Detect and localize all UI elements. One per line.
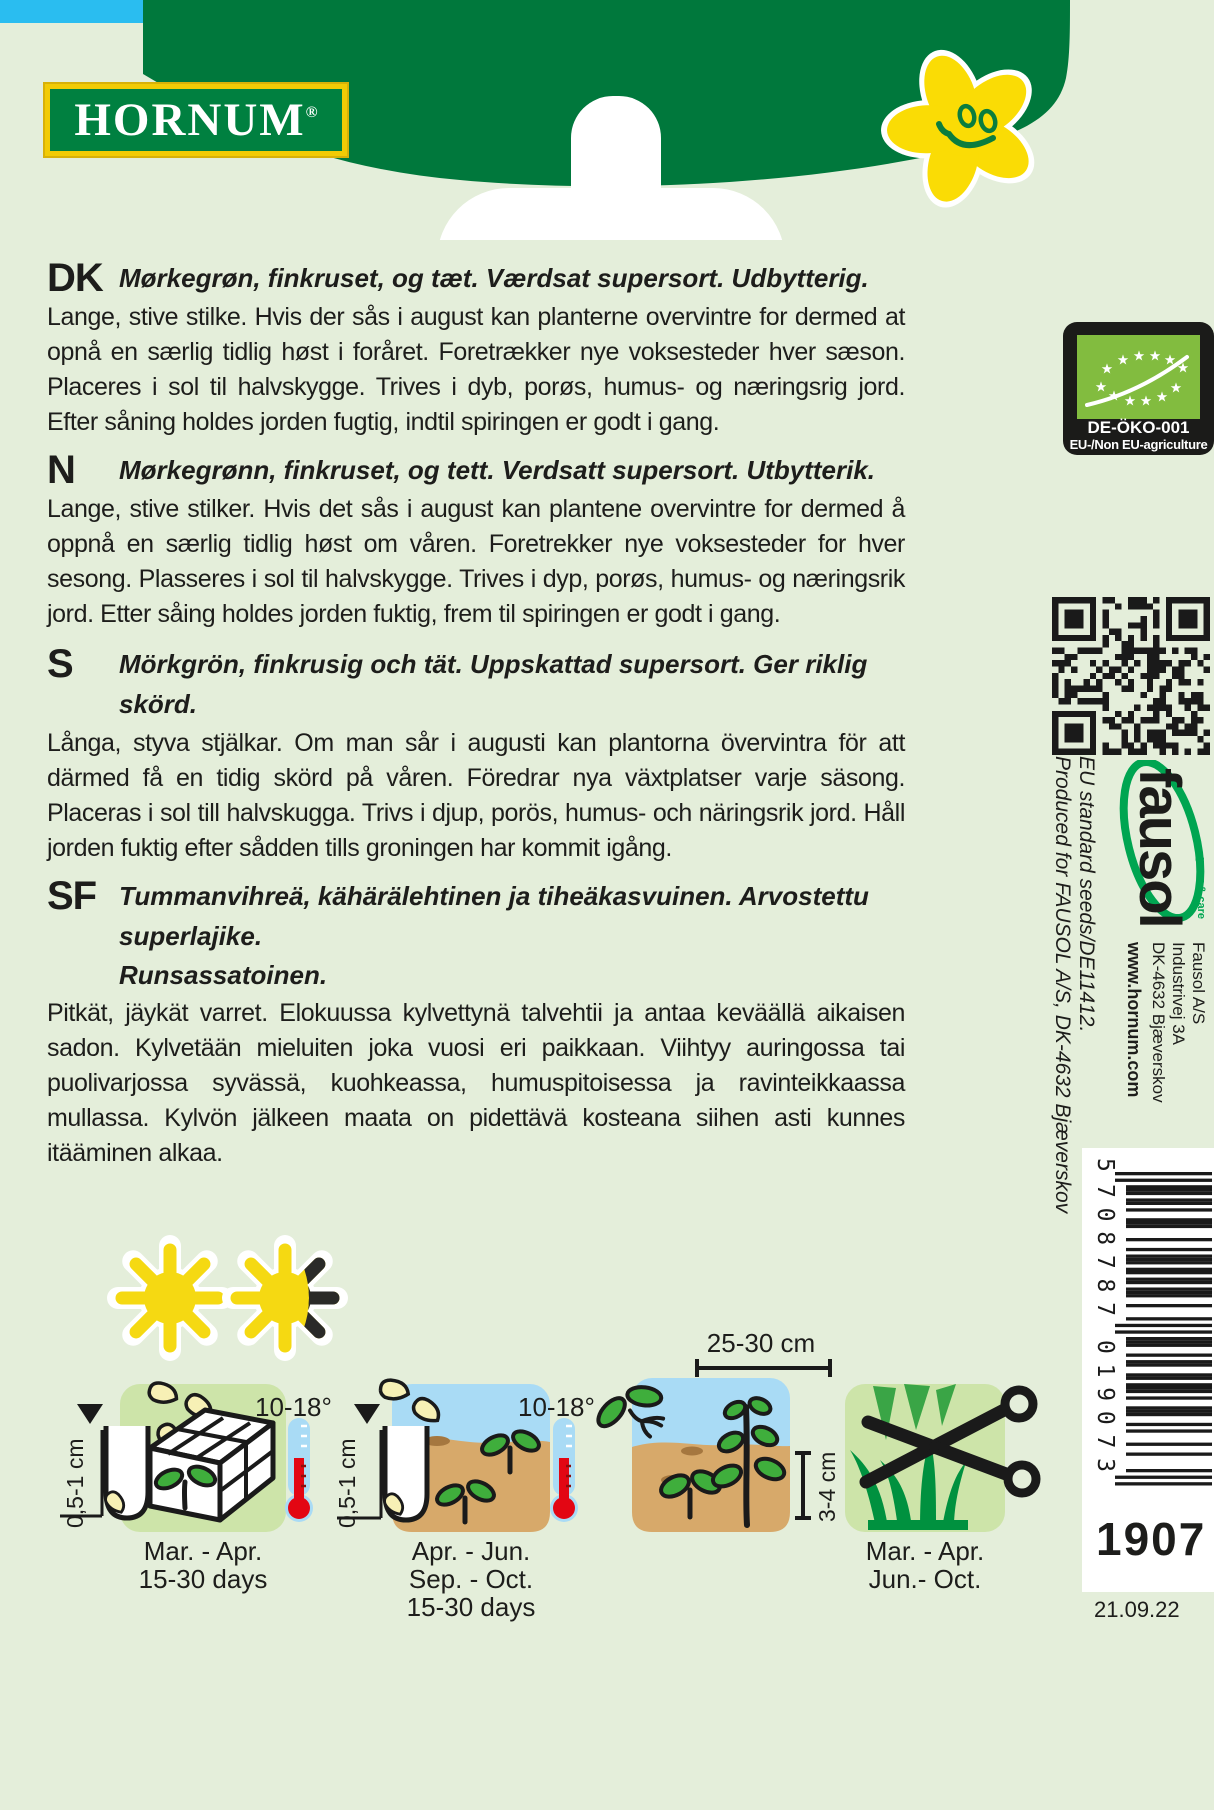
eu-seeds-line1: EU standard seeds/DE11412. <box>1075 756 1098 1033</box>
seed-tube-icon <box>103 1426 148 1518</box>
lang-code-sf: SF <box>47 874 97 918</box>
print-date: 21.09.22 <box>1094 1597 1180 1622</box>
heading-n: Mørkegrønn, finkruset, og tett. Verdsatt supersort. Utbytterik. <box>119 455 876 485</box>
address-line: Industrivej 3A <box>1169 942 1188 1045</box>
thermometer-icon <box>550 1418 578 1522</box>
barcode-digit-group1: 708787 <box>1092 1184 1118 1316</box>
fausol-logo-text: fausol <box>1127 768 1192 927</box>
panel4-dates <box>843 1537 1007 1593</box>
barcode-digit-group2: 019073 <box>1092 1340 1118 1472</box>
lang-code-s: S <box>47 642 73 686</box>
temp-label: 10-18° <box>255 1392 332 1422</box>
heading-sf-line2: Runsassatoinen. <box>119 960 328 990</box>
panel-harvest <box>838 1378 1068 1538</box>
depth-arrow-icon <box>77 1404 103 1424</box>
heading-sf: Tummanvihreä, kähärälehtinen ja tiheäkasvuinen. Arvostettu superlajike. <box>119 881 869 951</box>
body-n: Lange, stive stilker. Hvis det sås i august kan plantene overvintre for dermed å oppnå en særlig tidlig høst om våren. Foretrekker nye voksesteder for hver sesong. Plasseres i sol til halvskygge. Trives i dyp, porøs, humus- og næringsrik jord. Etter såing holdes jorden fuktig, frem til spiringen er godt i gang. <box>47 495 905 628</box>
lang-code-dk: DK <box>47 256 103 300</box>
date-range: Mar. - Apr. <box>865 1536 985 1566</box>
address-line: Fausol A/S <box>1189 942 1208 1025</box>
sun-exposure-icons <box>105 1233 355 1363</box>
depth-arrow-icon <box>354 1404 380 1424</box>
soil-spot <box>681 1447 703 1456</box>
seed-tube-icon <box>382 1426 427 1520</box>
sow-depth-label: 0,5-1 cm <box>62 1438 88 1528</box>
eu-seeds-line2: Produced for FAUSOL A/S, DK-4632 Bjæverskov <box>1051 756 1074 1214</box>
eu-organic-leaf-icon <box>1077 335 1200 419</box>
panel1-dates <box>118 1537 288 1593</box>
germination-days: 15-30 days <box>406 1592 536 1622</box>
barcode-rotated <box>1090 1158 1212 1494</box>
date-range: Mar. - Apr. <box>143 1536 263 1566</box>
full-sun-icon <box>118 1246 222 1350</box>
fausol-block <box>1106 760 1214 1150</box>
section-n <box>47 450 905 632</box>
heading-s: Mörkgrön, finkrusig och tät. Uppskattad supersort. Ger riklig skörd. <box>119 649 868 719</box>
date-range: Jun.- Oct. <box>868 1564 982 1594</box>
fausol-tagline: grow & care <box>1195 856 1207 919</box>
spacing-measure <box>697 1359 830 1377</box>
barcode-digit-lead: 5 <box>1092 1158 1118 1172</box>
temp-label: 10-18° <box>518 1392 595 1422</box>
description-column <box>47 258 905 1181</box>
section-dk <box>47 258 905 440</box>
ean-barcode <box>1090 1158 1212 1494</box>
date-range: Apr. - Jun. <box>411 1536 531 1566</box>
half-shade-icon <box>233 1246 337 1350</box>
date-range: Sep. - Oct. <box>408 1564 534 1594</box>
brand-name: HORNUM® <box>74 93 318 146</box>
heading-dk: Mørkegrøn, finkruset, og tæt. Værdsat supersort. Udbytterig. <box>119 263 869 293</box>
height-measure <box>795 1453 811 1518</box>
eu-organic-label <box>1063 322 1214 455</box>
spacing-label: 25-30 cm <box>706 1328 816 1358</box>
panel2-dates <box>391 1537 551 1621</box>
fausol-logo <box>1110 760 1214 928</box>
organic-code: DE-ÖKO-001 <box>1087 418 1190 437</box>
registered-mark: ® <box>305 103 318 121</box>
lang-code-n: N <box>47 448 75 492</box>
germination-days: 15-30 days <box>138 1564 268 1594</box>
website-url: www.hornum.com <box>1124 942 1144 1098</box>
qr-code <box>1052 597 1210 755</box>
section-s <box>47 644 905 866</box>
body-sf: Pitkät, jäykät varret. Elokuussa kylvettynä talvehtii ja antaa keväällä aikaisen sadon. Kylvetään mieluiten joka vuosi eri paikkaan. Viihtyy auringossa tai puolivarjossa syvässä, kuohkeassa, humuspitoisessa ja ravinteikkaassa mullassa. Kylvön jälkeen maata on pidettävä kosteana siihen asti kunnes itääminen alkaa. <box>47 999 905 1167</box>
address-line: DK-4632 Bjæverskov <box>1149 942 1168 1103</box>
eu-standard-seeds-text <box>1050 756 1098 1214</box>
hornum-logo <box>45 84 347 156</box>
body-dk: Lange, stive stilke. Hvis der sås i august kan planterne overvintre for dermed at opnå en særlig tidlig høst i foråret. Foretrækker nye voksesteder hver sæson. Placeres i sol til halvskygge. Trives i dyb, porøs, humus- og næringsrig jord. Efter såning holdes jorden fugtig, indtil spiringen er godt i gang. <box>47 303 905 436</box>
section-sf <box>47 876 905 1171</box>
fausol-address <box>1124 942 1214 1103</box>
plant-height-label: 3-4 cm <box>814 1451 840 1522</box>
sow-depth-label: 0,5-1 cm <box>334 1438 360 1528</box>
item-number: 1907 <box>1096 1513 1207 1565</box>
body-s: Långa, styva stjälkar. Om man sår i augusti kan plantorna övervintra för att därmed få en tidig skörd på våren. Föredrar nya växtplatser varje säsong. Placeras i sol till halvskugga. Trivs i djup, porös, humus- och näringsrik jord. Håll jorden fuktig efter sådden tills groningen har kommit igång. <box>47 729 905 862</box>
thermometer-icon <box>285 1418 313 1522</box>
organic-region: EU-/Non EU-agriculture <box>1069 437 1208 452</box>
